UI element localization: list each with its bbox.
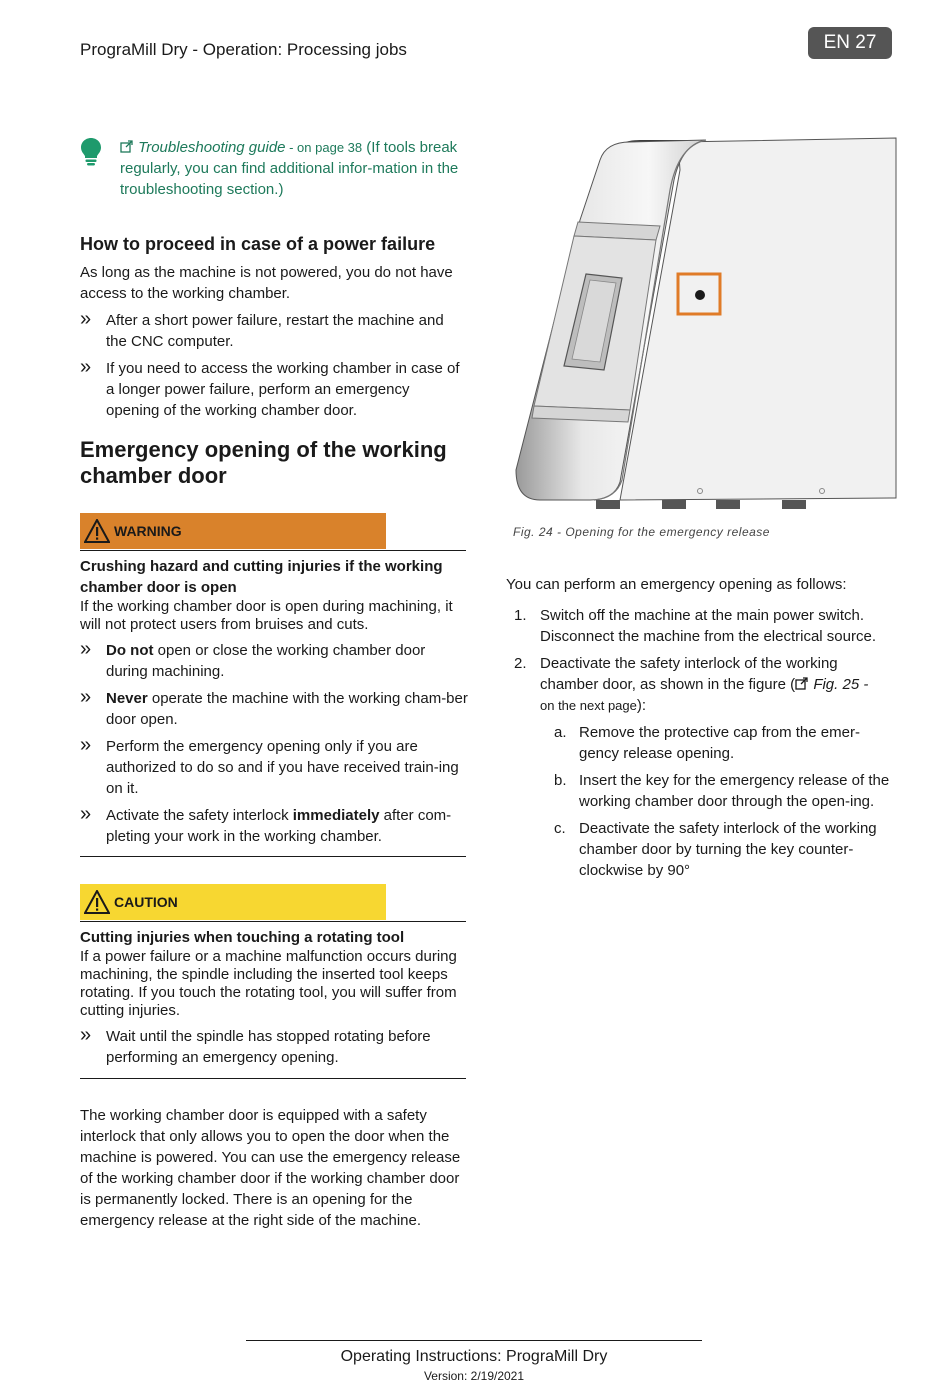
list-item: » Do not open or close the working chamber door during machining. bbox=[80, 638, 426, 680]
chevron-right-icon: » bbox=[80, 1024, 92, 1046]
power-failure-heading: How to proceed in case of a power failure bbox=[80, 234, 436, 254]
procedure-list bbox=[506, 605, 898, 887]
closing-paragraph: The working chamber door is equipped with a safety interlock that only allows you to open the door when the machine is powered. You can use the emergency release of the working chamber door if the working chamber door is permanently locked. There is an opening for the emergency release at the right side of the machine. bbox=[80, 1107, 461, 1229]
caution-content bbox=[80, 927, 466, 1074]
power-failure-intro: As long as the machine is not powered, you do not have access to the working chamber. bbox=[80, 264, 453, 302]
list-item: » Never operate the machine with the working cham-ber door open. bbox=[80, 686, 468, 728]
warning-content bbox=[80, 556, 470, 853]
list-item: » Wait until the spindle has stopped rotating before performing an emergency opening. bbox=[80, 1024, 431, 1066]
caution-title: Cutting injuries when touching a rotating tool bbox=[80, 929, 405, 946]
tip-text-inline: (If tools bbox=[362, 139, 416, 156]
chevron-right-icon: » bbox=[80, 308, 92, 330]
figure-caption: Fig. 24 - Opening for the emergency release bbox=[513, 525, 770, 539]
chevron-right-icon: » bbox=[80, 686, 92, 708]
external-link-icon bbox=[795, 676, 809, 693]
warning-label: WARNING bbox=[114, 523, 182, 539]
warning-bottom-rule bbox=[80, 856, 466, 857]
tip-page-ref[interactable]: - on page 38 bbox=[285, 140, 363, 155]
list-item: » Activate the safety interlock immediately after com-pleting your work in the working chamber. bbox=[80, 803, 452, 845]
sub-steps bbox=[540, 722, 898, 881]
page-number-badge: EN 27 bbox=[808, 27, 892, 59]
tip-text-rest: break regularly, you can find additional infor-mation in the troubleshooting section.) bbox=[120, 139, 459, 198]
fig25-link[interactable]: Fig. 25 bbox=[813, 676, 860, 693]
list-item: 2. Deactivate the safety interlock of the working chamber door, as shown in the figure ( Fig. 25 - on the next page): bbox=[514, 655, 869, 714]
power-failure-list bbox=[80, 310, 465, 427]
warning-triangle-icon bbox=[84, 519, 110, 543]
footer-version: Version: 2/19/2021 bbox=[423, 1369, 525, 1383]
list-item: c. Deactivate the safety interlock of the working chamber door by turning the key counter-clockwise by 90° bbox=[554, 820, 877, 879]
external-link-icon bbox=[120, 139, 138, 156]
warning-text: If the working chamber door is open during machining, it will not protect users from bruises and cuts. bbox=[80, 598, 453, 633]
tip-box bbox=[80, 137, 460, 200]
list-item: b. Insert the key for the emergency release of the working chamber door through the open-ing. bbox=[554, 772, 890, 810]
warning-banner bbox=[80, 513, 386, 549]
tip-text bbox=[120, 137, 460, 200]
footer-title: Operating Instructions: PrograMill Dry bbox=[340, 1348, 608, 1365]
chevron-right-icon: » bbox=[80, 803, 92, 825]
list-item: » If you need to access the working chamber in case of a longer power failure, perform an emergency opening of the working chamber door. bbox=[80, 356, 460, 419]
machine-figure bbox=[510, 130, 902, 512]
list-item: 1. Switch off the machine at the main power switch. Disconnect the machine from the electrical source. bbox=[514, 607, 876, 645]
troubleshooting-link[interactable]: Troubleshooting guide bbox=[138, 139, 286, 156]
warning-triangle-icon bbox=[84, 890, 110, 914]
warning-title: Crushing hazard and cutting injuries if the working chamber door is open bbox=[80, 558, 443, 596]
caution-top-rule bbox=[80, 921, 466, 922]
lightbulb-icon bbox=[80, 137, 102, 167]
warning-top-rule bbox=[80, 550, 466, 551]
chevron-right-icon: » bbox=[80, 356, 92, 378]
list-item: » Perform the emergency opening only if you are authorized to do so and if you have received train-ing on it. bbox=[80, 734, 459, 797]
caution-text: If a power failure or a machine malfunction occurs during machining, the spindle including the inserted tool keeps rotating. If you touch the rotating tool, you will suffer from cutting injuries. bbox=[80, 948, 457, 1019]
running-header: PrograMill Dry - Operation: Processing jobs bbox=[80, 40, 407, 59]
caution-bottom-rule bbox=[80, 1078, 466, 1079]
procedure-intro: You can perform an emergency opening as follows: bbox=[506, 576, 847, 593]
next-page-link[interactable]: on the next page bbox=[540, 698, 637, 713]
chevron-right-icon: » bbox=[80, 734, 92, 756]
list-item: » After a short power failure, restart the machine and the CNC computer. bbox=[80, 308, 444, 350]
emergency-heading: Emergency opening of the working chamber door bbox=[80, 437, 447, 488]
caution-banner bbox=[80, 884, 386, 920]
chevron-right-icon: » bbox=[80, 638, 92, 660]
caution-label: CAUTION bbox=[114, 894, 178, 910]
list-item: a. Remove the protective cap from the emer-gency release opening. bbox=[554, 724, 860, 762]
emergency-release-opening bbox=[695, 290, 705, 300]
footer-rule bbox=[246, 1340, 702, 1341]
